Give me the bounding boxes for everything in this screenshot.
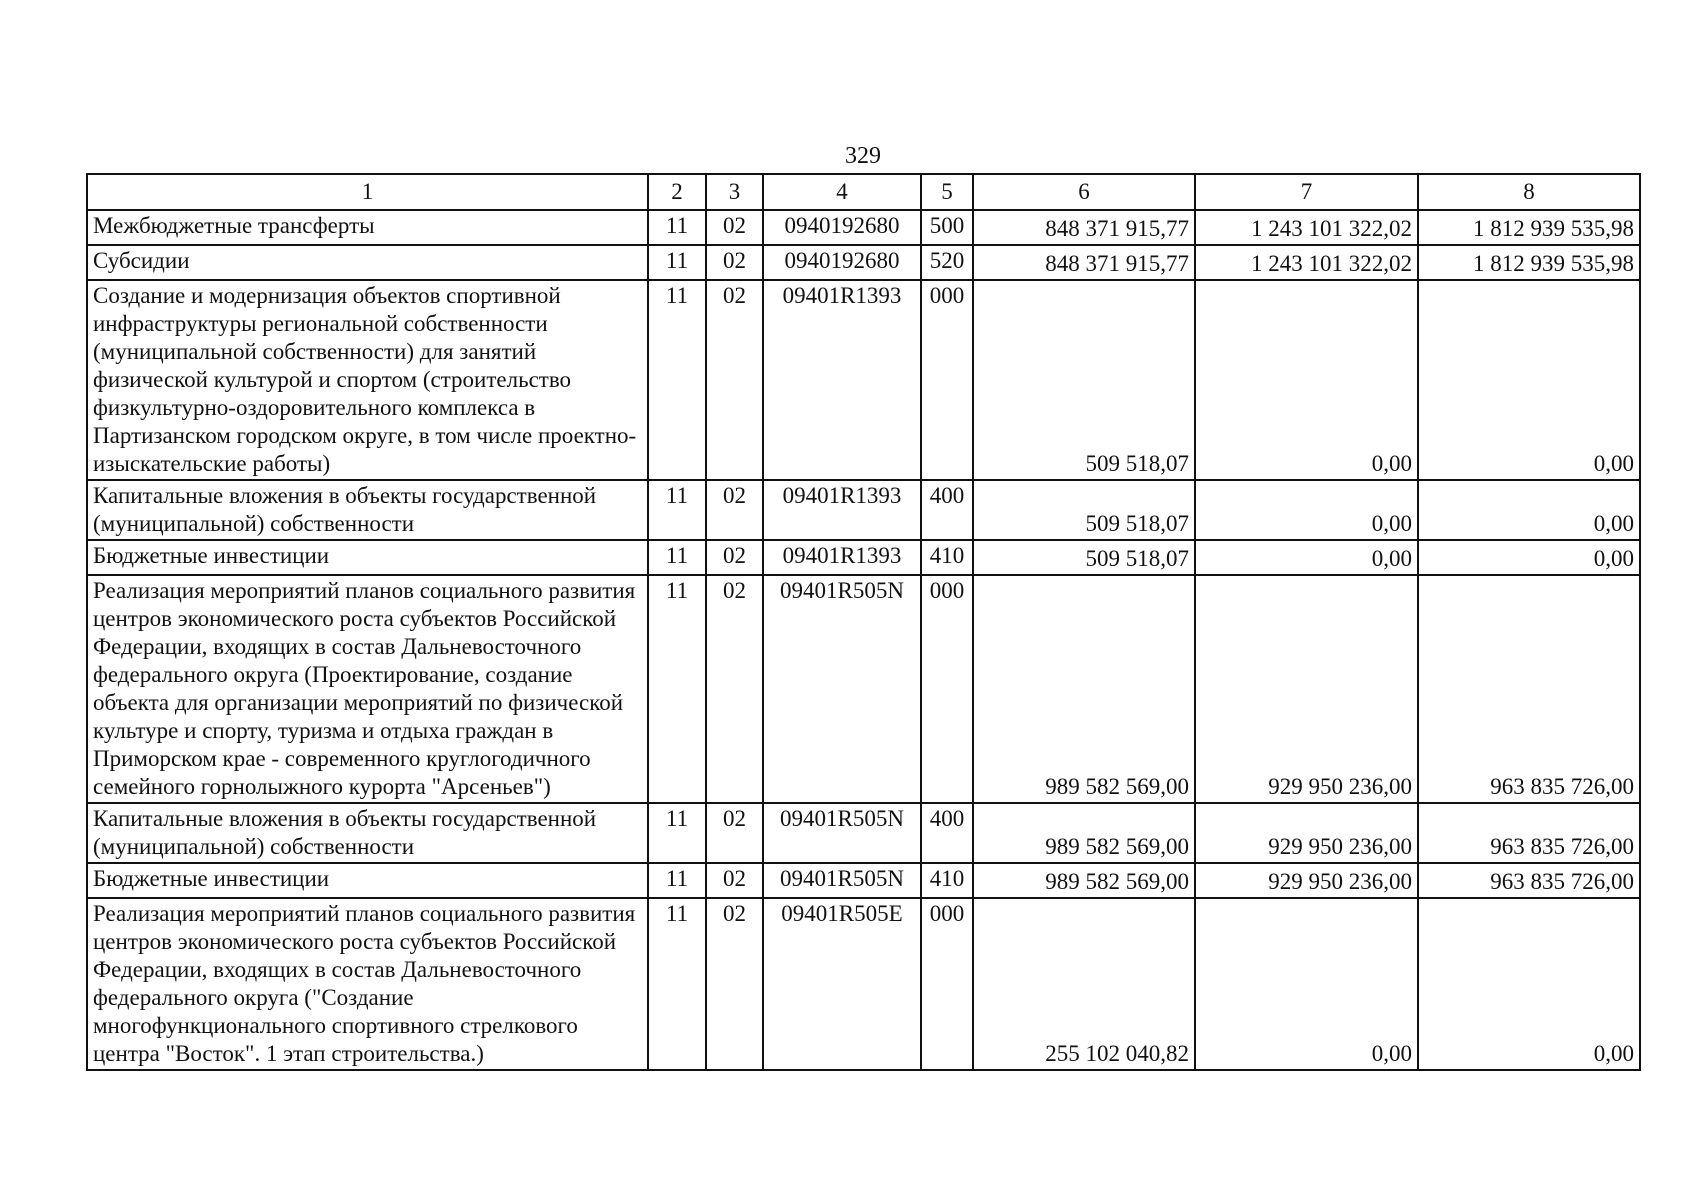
- page-number: 329: [845, 143, 881, 169]
- table-row: [87, 863, 1640, 898]
- table-row: [87, 280, 1640, 480]
- row-amount-col6: 509 518,07: [973, 480, 1195, 540]
- row-amount-col7: 1 243 101 322,02: [1195, 245, 1418, 280]
- row-name: Создание и модернизация объектов спортивной инфраструктуры региональной собственности (муниципальной собственности) для занятий физической культурой и спортом (строительство физкультурно-оздоровительного комплекса в Партизанском городском округе, в том числе проектно-изыскательские работы): [87, 280, 648, 480]
- row-expense-type: 410: [921, 863, 973, 898]
- row-amount-col8: 0,00: [1418, 898, 1640, 1070]
- row-amount-col7: 0,00: [1195, 280, 1418, 480]
- row-target-code: 0940192680: [763, 245, 921, 280]
- row-amount-col6: 989 582 569,00: [973, 863, 1195, 898]
- table-header-row: [87, 174, 1640, 210]
- row-target-code: 09401R1393: [763, 540, 921, 575]
- row-amount-col8: 963 835 726,00: [1418, 575, 1640, 803]
- header-cell: 7: [1195, 174, 1418, 210]
- row-section: 11: [648, 575, 706, 803]
- row-amount-col7: 0,00: [1195, 540, 1418, 575]
- row-amount-col6: 509 518,07: [973, 280, 1195, 480]
- row-amount-col8: 963 835 726,00: [1418, 803, 1640, 863]
- table-row: [87, 210, 1640, 245]
- row-subsection: 02: [706, 210, 763, 245]
- row-expense-type: 000: [921, 898, 973, 1070]
- row-amount-col7: 929 950 236,00: [1195, 803, 1418, 863]
- row-name: Субсидии: [87, 245, 648, 280]
- row-section: 11: [648, 863, 706, 898]
- row-amount-col6: 989 582 569,00: [973, 575, 1195, 803]
- header-cell: 8: [1418, 174, 1640, 210]
- row-amount-col6: 255 102 040,82: [973, 898, 1195, 1070]
- row-section: 11: [648, 280, 706, 480]
- row-expense-type: 500: [921, 210, 973, 245]
- row-amount-col8: 1 812 939 535,98: [1418, 210, 1640, 245]
- row-target-code: 0940192680: [763, 210, 921, 245]
- row-subsection: 02: [706, 863, 763, 898]
- row-expense-type: 400: [921, 803, 973, 863]
- row-amount-col7: 929 950 236,00: [1195, 863, 1418, 898]
- row-section: 11: [648, 245, 706, 280]
- row-amount-col7: 1 243 101 322,02: [1195, 210, 1418, 245]
- row-target-code: 09401R1393: [763, 480, 921, 540]
- row-name: Бюджетные инвестиции: [87, 863, 648, 898]
- row-name: Межбюджетные трансферты: [87, 210, 648, 245]
- row-name: Бюджетные инвестиции: [87, 540, 648, 575]
- table-row: [87, 245, 1640, 280]
- row-subsection: 02: [706, 280, 763, 480]
- row-subsection: 02: [706, 803, 763, 863]
- table-row: [87, 540, 1640, 575]
- row-amount-col6: 509 518,07: [973, 540, 1195, 575]
- row-amount-col8: 1 812 939 535,98: [1418, 245, 1640, 280]
- header-cell: 6: [973, 174, 1195, 210]
- row-target-code: 09401R505N: [763, 575, 921, 803]
- header-cell: 3: [706, 174, 763, 210]
- row-subsection: 02: [706, 575, 763, 803]
- row-name: Реализация мероприятий планов социального развития центров экономического роста субъектов Российской Федерации, входящих в состав Дальневосточного федерального округа (Проектирование, создание объекта для организации мероприятий по физической культуре и спорту, туризма и отдыха граждан в Приморском крае - современного круглогодичного семейного горнолыжного курорта "Арсеньев"): [87, 575, 648, 803]
- row-subsection: 02: [706, 480, 763, 540]
- row-amount-col7: 0,00: [1195, 480, 1418, 540]
- budget-table: [86, 173, 1641, 1071]
- row-amount-col8: 0,00: [1418, 480, 1640, 540]
- row-expense-type: 520: [921, 245, 973, 280]
- header-cell: 2: [648, 174, 706, 210]
- row-section: 11: [648, 210, 706, 245]
- row-section: 11: [648, 803, 706, 863]
- row-amount-col7: 0,00: [1195, 898, 1418, 1070]
- table-row: [87, 898, 1640, 1070]
- row-target-code: 09401R505E: [763, 898, 921, 1070]
- row-section: 11: [648, 480, 706, 540]
- table-row: [87, 803, 1640, 863]
- row-subsection: 02: [706, 898, 763, 1070]
- table-row: [87, 480, 1640, 540]
- row-amount-col8: 963 835 726,00: [1418, 863, 1640, 898]
- row-amount-col7: 929 950 236,00: [1195, 575, 1418, 803]
- row-amount-col8: 0,00: [1418, 540, 1640, 575]
- row-target-code: 09401R1393: [763, 280, 921, 480]
- header-cell: 5: [921, 174, 973, 210]
- row-expense-type: 000: [921, 280, 973, 480]
- row-section: 11: [648, 540, 706, 575]
- row-name: Капитальные вложения в объекты государственной (муниципальной) собственности: [87, 803, 648, 863]
- row-expense-type: 400: [921, 480, 973, 540]
- row-amount-col6: 989 582 569,00: [973, 803, 1195, 863]
- row-section: 11: [648, 898, 706, 1070]
- row-amount-col6: 848 371 915,77: [973, 245, 1195, 280]
- row-name: Реализация мероприятий планов социального развития центров экономического роста субъектов Российской Федерации, входящих в состав Дальневосточного федерального округа ("Создание многофункционального спортивного стрелкового центра "Восток". 1 этап строительства.): [87, 898, 648, 1070]
- row-target-code: 09401R505N: [763, 863, 921, 898]
- row-subsection: 02: [706, 245, 763, 280]
- row-amount-col8: 0,00: [1418, 280, 1640, 480]
- header-cell: 4: [763, 174, 921, 210]
- row-target-code: 09401R505N: [763, 803, 921, 863]
- row-expense-type: 410: [921, 540, 973, 575]
- row-expense-type: 000: [921, 575, 973, 803]
- row-name: Капитальные вложения в объекты государственной (муниципальной) собственности: [87, 480, 648, 540]
- row-subsection: 02: [706, 540, 763, 575]
- row-amount-col6: 848 371 915,77: [973, 210, 1195, 245]
- header-cell: 1: [87, 174, 648, 210]
- table-row: [87, 575, 1640, 803]
